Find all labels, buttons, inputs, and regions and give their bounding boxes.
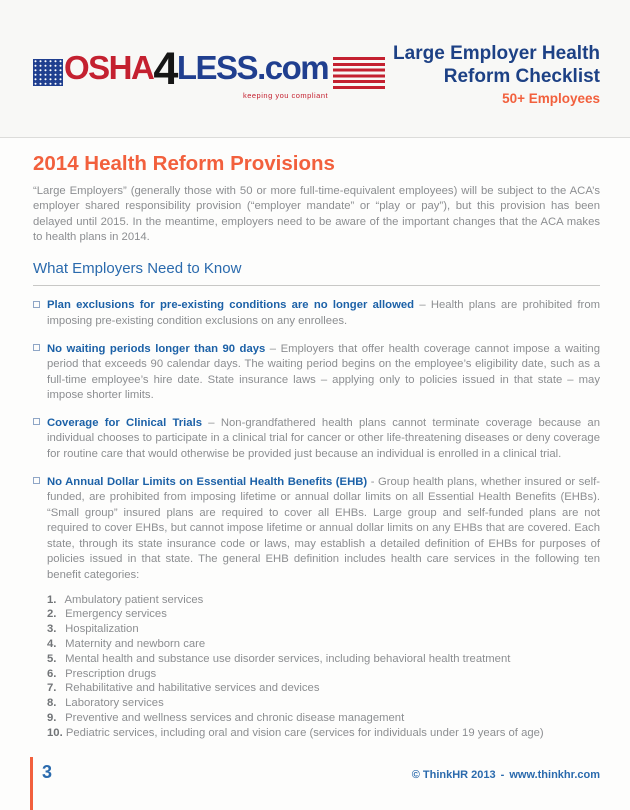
logo-text-less: LESS [176,49,258,86]
list-item-number: 10. [47,726,63,739]
checklist-item-body: Non-grandfathered health plans cannot terminate coverage because an individual chooses to participate in a clinical trial for cancer or other life-threatening diseases or deny coverage for routine care that would otherwise be provided just because an individual is enrolled in a clinical trial. [47,416,601,460]
list-item-text: Emergency services [65,608,167,621]
checkbox-icon [33,418,40,425]
checklist-item [33,475,600,584]
header [0,0,630,138]
checklist-item-body: Employers that offer health coverage cannot impose a waiting period that exceeds 90 calendar days. The waiting period begins on the employee’s eligibility date, such as a full-time employee’s hire date. State insurance laws – applying only to policies issued in that state – may impose shorter limits. [47,342,600,402]
document-subtitle: 50+ Employees [502,90,600,106]
checklist-item [33,416,600,463]
divider [33,285,600,286]
checkbox-icon [33,344,40,351]
list-item-text: Rehabilitative and habilitative services and devices [65,682,320,695]
footer-accent-bar [30,757,33,810]
list-item-number: 4. [47,638,57,650]
logo-text-four: 4 [153,43,177,94]
content [0,153,630,741]
list-item-number: 8. [47,697,57,710]
list-item-text: Laboratory services [65,697,164,710]
list-item-number: 7. [47,682,57,695]
document-title-line1: Large Employer Health [393,43,600,65]
checkbox-icon [33,301,40,308]
dash-separator: - [370,475,375,488]
list-item-text: Ambulatory patient services [64,593,204,606]
page-number: 3 [42,762,53,782]
osha4less-logo [33,45,385,100]
list-item [47,667,600,682]
list-item [47,681,600,696]
dash-separator: – [269,342,277,355]
section-title: 2014 Health Reform Provisions [33,152,335,175]
intro-paragraph: “Large Employers” (generally those with 50 or more full-time-equivalent employees) will be subject to the ACA’s employer shared responsibility provision (“employer mandate” or “play or pay”), but this provision has been delayed until 2015. In the meantime, employers need to be aware of the important changes that the ACA makes to health plans in 2014. [33,184,600,244]
list-item-text: Mental health and substance use disorder services, including behavioral health treatment [65,652,511,665]
checklist-item-body: Health plans are prohibited from imposing pre-existing condition exclusions on any enrollees. [47,299,601,327]
checklist-item-title: Coverage for Clinical Trials [47,416,203,429]
dash-separator: – [419,299,426,312]
checklist-item-title: No Annual Dollar Limits on Essential Health Benefits (EHB) [47,475,368,488]
list-item-number: 6. [47,667,57,680]
flag-stars-icon [33,59,63,86]
list-item-number: 3. [47,623,57,636]
list-item-text: Prescription drugs [65,667,157,680]
logo-text [64,45,328,100]
logo-text-osha: OSHA [64,49,154,86]
list-item [47,622,600,637]
dash-separator: – [208,416,215,429]
list-item-text: Preventive and wellness services and chronic disease management [65,711,405,724]
list-item-number: 2. [47,608,57,621]
list-item-number: 5. [47,652,57,665]
list-item [47,726,600,741]
checklist-item-title: No waiting periods longer than 90 days [47,342,266,355]
document-title-line2: Reform Checklist [443,65,600,87]
checklist-item-title: Plan exclusions for pre-existing conditions are no longer allowed [47,299,415,312]
checklist-item-body: Group health plans, whether insured or self-funded, are prohibited from imposing lifetime or annual dollar limits on all Essential Health Benefits (EHBs). “Small group” insured plans are required to cover all EHBs. Large group and self-funded plans are not required to cover EHBs, but cannot impose lifetime or annual dollar limits on any EHBs that are covered. Each state, through its state insurance code or laws, may establish a detailed definition of EHBs for purposes of policies issued in that state. The general EHB definition includes health care services in the following ten benefit categories: [47,475,600,582]
benefit-categories-list [47,593,600,741]
subheading: What Employers Need to Know [33,259,242,277]
list-item-text: Maternity and newborn care [65,638,206,650]
logo-tagline: keeping you compliant [242,91,329,100]
list-item [47,696,600,711]
copyright-text: © ThinkHR 2013 [411,769,496,781]
footer-credit [412,769,600,781]
list-item [47,652,600,667]
footer-separator: - [500,769,505,781]
website-link[interactable]: www.thinkhr.com [509,769,600,781]
list-item-number: 1. [47,593,57,606]
checklist-item [33,298,600,329]
list-item [47,593,600,608]
logo-text-com: .com [257,49,329,86]
flag-stripes-icon [333,57,385,89]
list-item-text: Pediatric services, including oral and vision care (services for individuals under 19 years of age) [65,726,544,739]
list-item [47,711,600,726]
checklist-item [33,342,600,404]
list-item-text: Hospitalization [65,623,139,636]
list-item [47,607,600,622]
document-title-block [393,39,600,106]
checkbox-icon [33,477,40,484]
list-item-number: 9. [47,711,57,724]
list-item [47,637,600,652]
